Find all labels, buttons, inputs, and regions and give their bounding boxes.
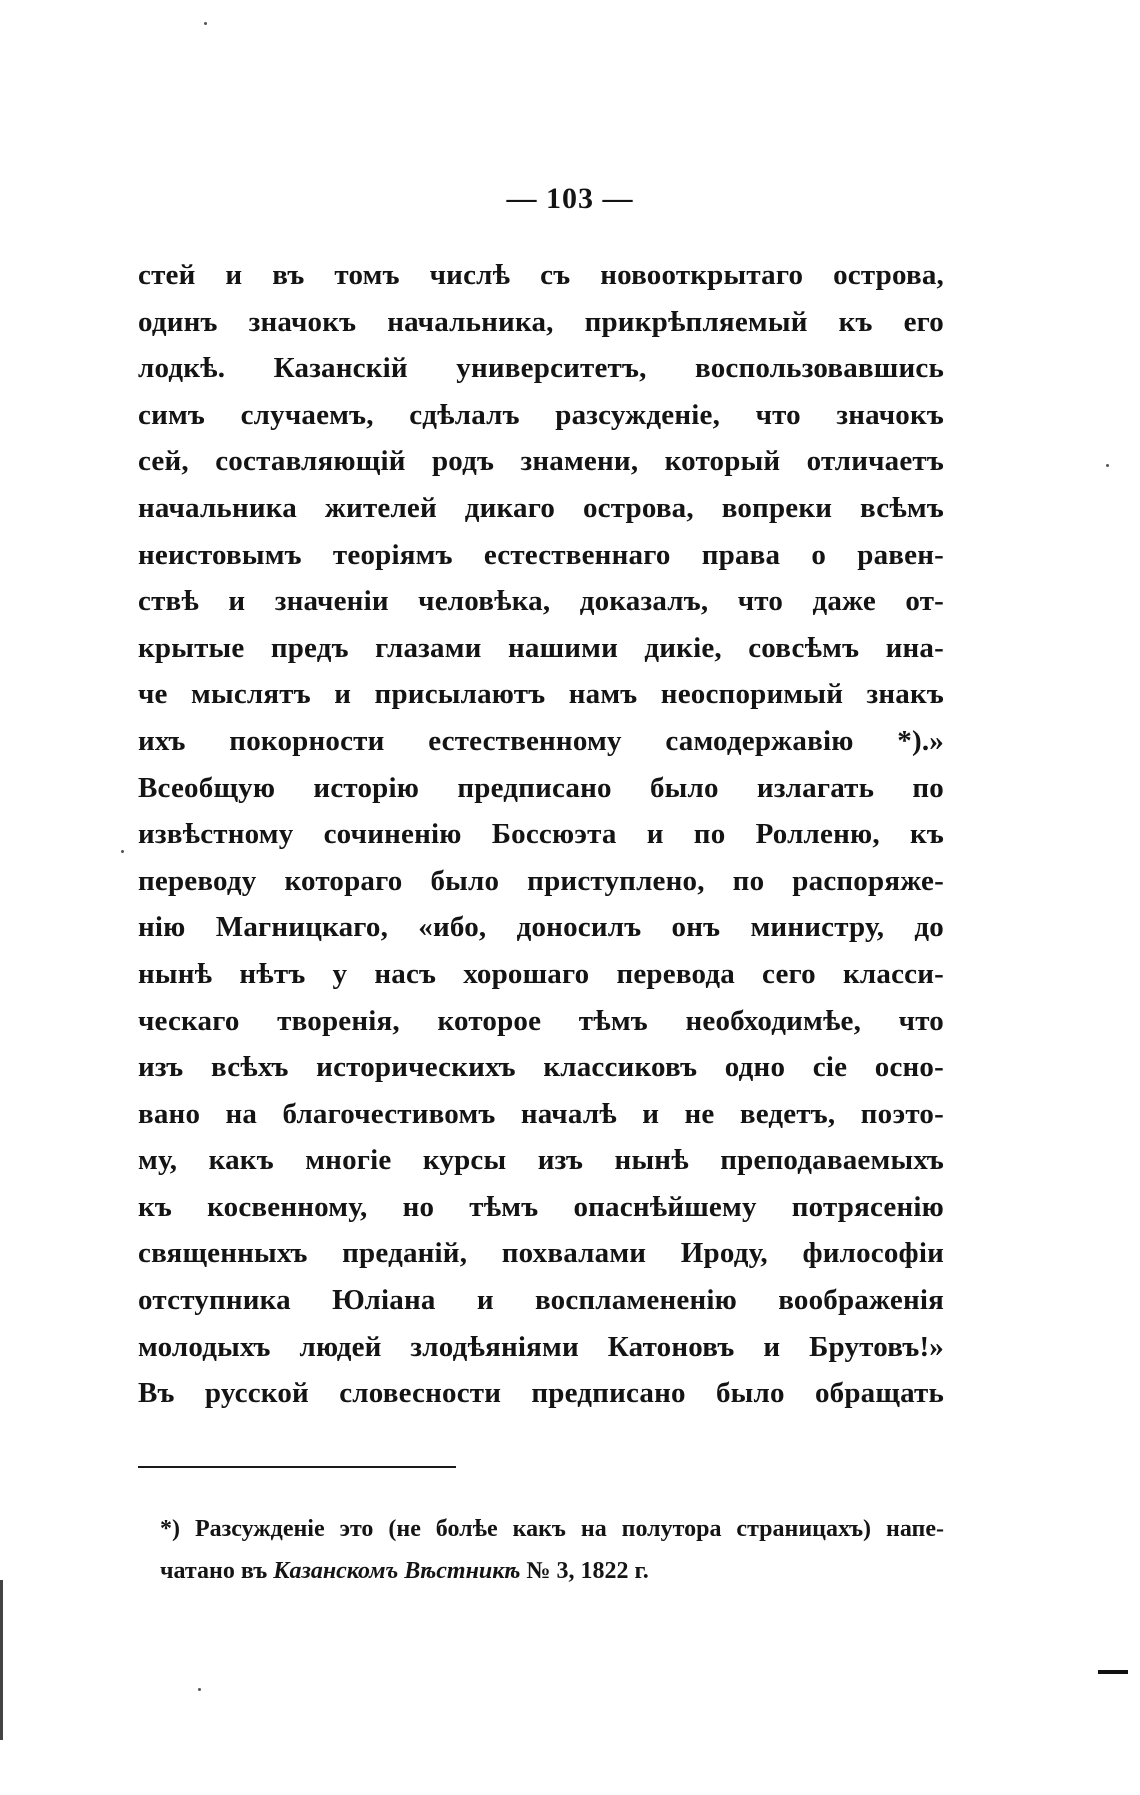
text-line: му, какъ многіе курсы изъ нынѣ преподаваемыхъ bbox=[138, 1144, 944, 1177]
text-line: къ косвенному, но тѣмъ опаснѣйшему потрясенію bbox=[138, 1190, 944, 1223]
text-line: неистовымъ теоріямъ естественнаго права о равен- bbox=[138, 538, 944, 571]
footnote-source-title: Казанскомъ Вѣстникѣ bbox=[273, 1558, 521, 1584]
text-line: священныхъ преданій, похвалами Ироду, философіи bbox=[138, 1237, 944, 1270]
scan-speck bbox=[121, 850, 124, 853]
scan-speck bbox=[204, 22, 207, 25]
text-line: Всеобщую исторію предписано было излагать по bbox=[138, 771, 944, 804]
footnote-text: чатано въ bbox=[160, 1558, 274, 1584]
scan-edge-shadow bbox=[0, 1580, 3, 1740]
text-line: симъ случаемъ, сдѣлалъ разсужденіе, что значокъ bbox=[138, 398, 944, 431]
text-line: Въ русской словесности предписано было обращать bbox=[138, 1377, 944, 1410]
text-line: молодыхъ людей злодѣяніями Катоновъ и Брутовъ!» bbox=[138, 1330, 944, 1363]
footnote-divider bbox=[138, 1466, 456, 1468]
text-line: вано на благочестивомъ началѣ и не ведетъ, поэто- bbox=[138, 1097, 944, 1130]
text-line: изъ всѣхъ историческихъ классиковъ одно сіе осно- bbox=[138, 1051, 944, 1084]
text-line: ческаго творенія, которое тѣмъ необходимѣе, что bbox=[138, 1004, 944, 1037]
body-text bbox=[138, 252, 944, 1417]
text-line: ствѣ и значеніи человѣка, доказалъ, что даже от- bbox=[138, 585, 944, 618]
footnote-text: № 3, 1822 г. bbox=[520, 1558, 649, 1584]
scan-speck bbox=[198, 1688, 201, 1691]
text-line: крытые предъ глазами нашими дикіе, совсѣмъ ина- bbox=[138, 631, 944, 664]
text-line: лодкѣ. Казанскій университетъ, воспользовавшись bbox=[138, 352, 944, 385]
page-number: — 103 — bbox=[506, 182, 634, 215]
text-line: начальника жителей дикаго острова, вопреки всѣмъ bbox=[138, 491, 944, 524]
text-line: стей и въ томъ числѣ съ новооткрытаго острова, bbox=[138, 259, 944, 291]
text-line: сей, составляющій родъ знамени, который отличаетъ bbox=[138, 445, 944, 478]
text-line: извѣстному сочиненію Боссюэта и по Ролленю, къ bbox=[138, 818, 944, 851]
footnote bbox=[160, 1508, 944, 1592]
text-line: переводу котораго было приступлено, по распоряже- bbox=[138, 864, 944, 897]
text-line: че мыслятъ и присылаютъ намъ неоспоримый знакъ bbox=[138, 678, 944, 711]
scan-mark-dash bbox=[1098, 1670, 1128, 1674]
footnote-line bbox=[160, 1550, 944, 1592]
scan-speck bbox=[1106, 464, 1109, 467]
footnote-line: *) Разсужденіе это (не болѣе какъ на полутора страницахъ) напе- bbox=[160, 1516, 944, 1542]
text-line: нынѣ нѣтъ у насъ хорошаго перевода сего класси- bbox=[138, 957, 944, 990]
text-line: отступника Юліана и воспламененію воображенія bbox=[138, 1284, 944, 1317]
text-line: одинъ значокъ начальника, прикрѣпляемый къ его bbox=[138, 305, 944, 338]
text-line: нію Магницкаго, «ибо, доносилъ онъ министру, до bbox=[138, 911, 944, 944]
text-line: ихъ покорности естественному самодержавію *).» bbox=[138, 724, 944, 757]
